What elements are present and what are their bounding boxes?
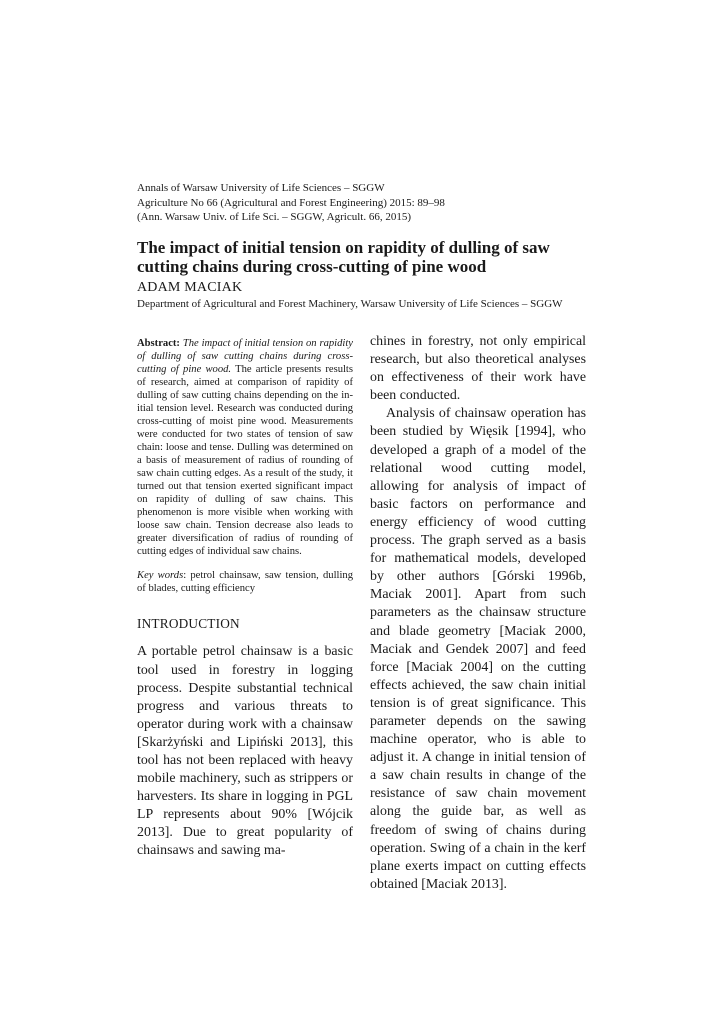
abstract-text: The article presents results of research, aimed at comparison of rapidity of dulling of saw cutting chains depending on the initial tension level. Research was conducted during cross-cutting of moist pine wood. Measurements were conducted for two states of tension of saw chain: loose and tense. Dulling was determined on a basis of measurement of radius of rounding of saw chain cutting edges. As a result of the study, it turned out that tension exerted significant impact on rapidity of dulling of saw chains. This phenomenon is more visible when working with loose saw chain. Tension decrease also leads to greater diversification of radius of rounding of cutting edges of individual saw chains.: [137, 364, 353, 557]
keywords-text: : petrol chainsaw, saw tension, dulling of blades, cutting efficiency: [137, 570, 353, 595]
author-affiliation: Department of Agricultural and Forest Machinery, Warsaw University of Life Sciences – SGGW: [137, 298, 563, 310]
journal-name: Annals of Warsaw University of Life Sciences – SGGW: [137, 182, 385, 194]
journal-abbreviation: (Ann. Warsaw Univ. of Life Sci. – SGGW, Agricult. 66, 2015): [137, 211, 411, 224]
author-name: ADAM MACIAK: [137, 280, 243, 295]
introduction-paragraph-1: A portable petrol chainsaw is a basic tool used in forestry in logging process. Despite substantial technical progress and various threats to operator during work with a chainsaw [Skarżyński and Lipiński 2013], this tool has not been replaced with heavy mobile machinery, such as strippers or harvesters. Its share in logging in PGL LP represents about 90% [Wójcik 2013]. Due to great popularity of chainsaws and sawing ma-: [137, 644, 353, 859]
left-column: [137, 337, 353, 861]
journal-header: [137, 181, 597, 225]
abstract-label: Abstract:: [137, 338, 180, 349]
section-heading-introduction: INTRODUCTION: [137, 616, 240, 632]
introduction-paragraph-2: Analysis of chainsaw operation has been studied by Więsik [1994], who developed a graph of a model of the relational wood cutting model, allowing for analysis of impact of basic factors on performance and energy efficiency of wood cutting process. The graph served as a basis for mathematical models, developed by other authors [Górski 1996b, Maciak 2001]. Apart from such parameters as the chainsaw structure and blade geometry [Maciak 2000, Maciak and Gendek 2007] and feed force [Maciak 2004] on the cutting effects achieved, the saw chain initial tension is of great significance. This parameter depends on the sawing machine operator, who is able to adjust it. A change in initial tension of a saw chain results in change of the resistance of saw chain movement along the guide bar, as well as freedom of swing of chains during operation. Swing of a chain in the kerf plane exerts impact on cutting effects obtained [Maciak 2013].: [370, 406, 586, 892]
abstract: [137, 337, 353, 558]
abstract-title: The impact of initial tension on rapidity of dulling of saw cutting chains during cross-cutting of pine wood.: [137, 338, 354, 375]
journal-issue: Agriculture No 66 (Agricultural and Forest Engineering) 2015: 89–98: [137, 196, 445, 209]
introduction-paragraph-1-continued: chines in forestry, not only empirical research, but also theoretical analyses on effectiveness of their work have been conducted.: [370, 334, 586, 404]
keywords: [137, 569, 353, 595]
right-column: [370, 333, 586, 894]
article-title: The impact of initial tension on rapidity of dulling of saw cutting chains during cross-cutting of pine wood: [137, 238, 550, 276]
keywords-label: Key words: [137, 570, 184, 581]
